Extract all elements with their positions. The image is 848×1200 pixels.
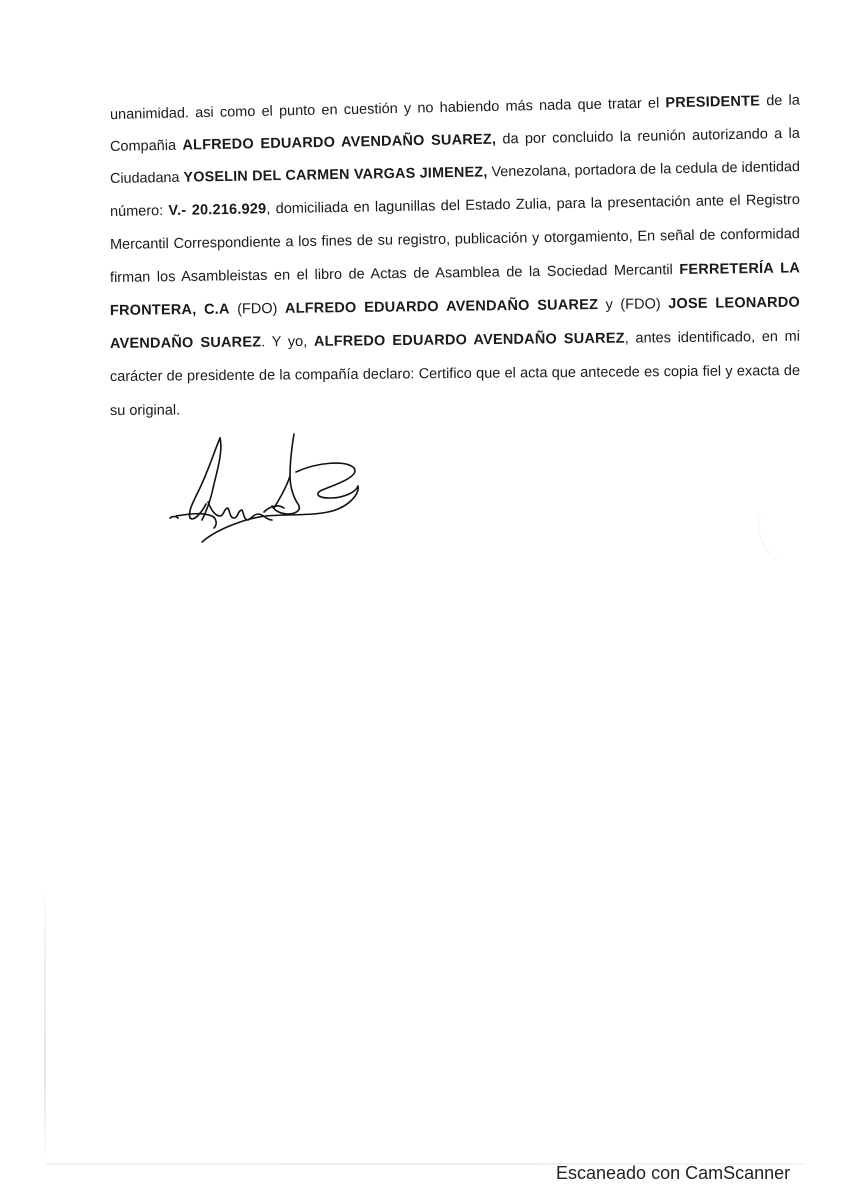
text-segment: y (FDO) (597, 296, 669, 314)
paragraph-line (110, 391, 800, 426)
text-segment: Compañia (109, 137, 183, 155)
bold-text-segment: PRESIDENTE (665, 93, 761, 112)
bold-text-segment: ALFREDO EDUARDO AVENDAÑO SUAREZ, (182, 131, 497, 154)
scan-edge-shadow (44, 880, 46, 1165)
paragraph-line (110, 356, 800, 392)
bold-text-segment: ALFREDO EDUARDO AVENDAÑO SUAREZ (313, 330, 625, 350)
text-segment: unanimidad. asi como el punto en cuestión y no habiendo más nada que tratar el (109, 95, 666, 123)
text-segment: Ciudadana (109, 169, 184, 187)
text-segment: carácter de presidente de la compañía declaro: Certifico que el acta que antecede es copia fiel y exacta de (109, 362, 801, 385)
text-segment: Venezolana, portadora de la cedula de identidad (487, 158, 801, 181)
text-segment: , domiciliada en lagunillas del Estado Zulia, para la presentación ante el Registro (266, 191, 801, 218)
text-segment: da por concluido la reunión autorizando a la (495, 125, 801, 148)
handwritten-signature (168, 432, 368, 547)
text-segment: número: (109, 202, 169, 220)
bold-text-segment: V.- 20.216.929 (168, 201, 267, 219)
text-segment: , antes identificado, en mi (624, 328, 801, 347)
paper-smudge (752, 507, 793, 563)
paragraph-line (110, 253, 800, 293)
paragraph-line (110, 322, 800, 359)
bold-text-segment: JOSE LEONARDO (668, 294, 801, 313)
paragraph-line (110, 288, 800, 326)
text-segment: . Y yo, (261, 333, 315, 351)
text-segment: (FDO) (229, 300, 286, 318)
camscanner-watermark: Escaneado con CamScanner (556, 1163, 791, 1183)
bold-text-segment: YOSELIN DEL CARMEN VARGAS JIMENEZ, (183, 164, 488, 186)
bold-text-segment: FERRETERÍA LA (679, 260, 801, 279)
bold-text-segment: ALFREDO EDUARDO AVENDAÑO SUAREZ (284, 297, 599, 317)
bold-text-segment: FRONTERA, C.A (109, 301, 230, 319)
text-segment: firman los Asambleistas en el libro de Actas de Asamblea de la Sociedad Mercantil (109, 262, 680, 286)
text-segment: Mercantil Correspondiente a los fines de su registro, publicación y otorgamiento, En señal de conformidad (109, 226, 801, 253)
text-segment: su original. (109, 402, 181, 419)
text-segment: de la (759, 92, 801, 110)
certification-paragraph (109, 92, 801, 445)
bold-text-segment: AVENDAÑO SUAREZ (109, 334, 262, 352)
